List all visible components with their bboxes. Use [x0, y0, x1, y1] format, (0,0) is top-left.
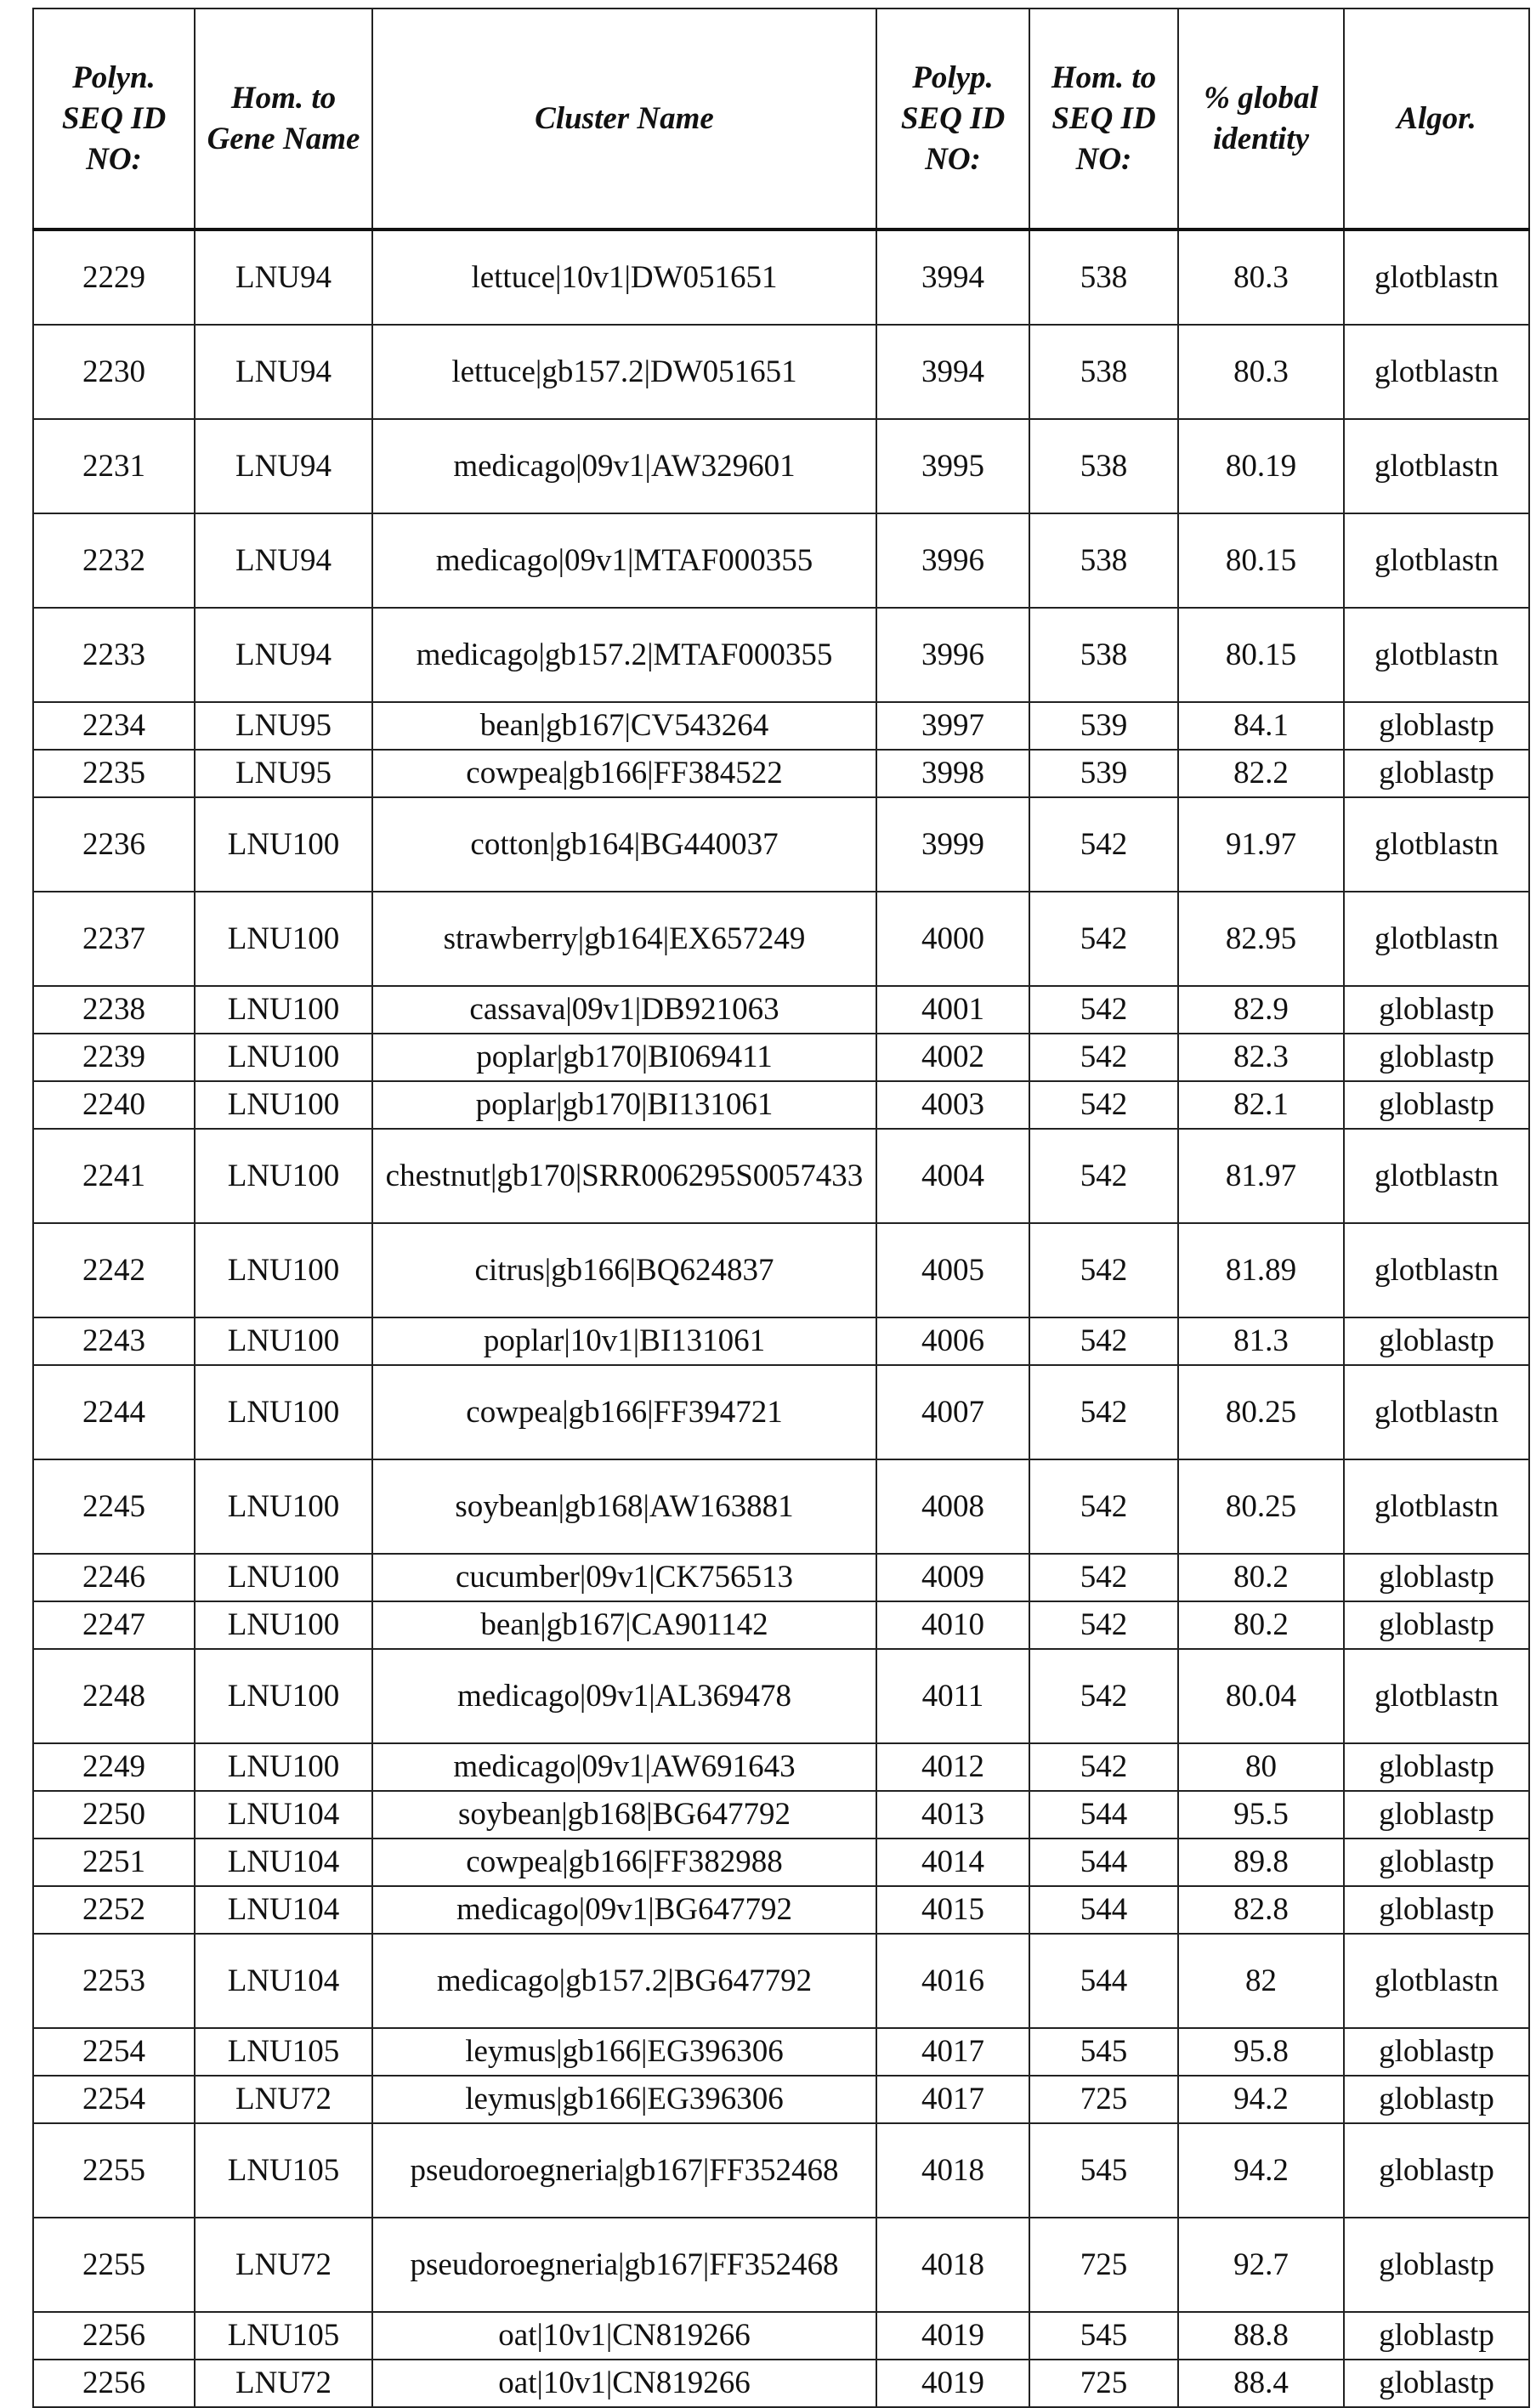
cell-polyp-seq-id: 4002	[876, 1034, 1029, 1081]
table-row	[33, 1743, 1529, 1791]
cell-algorithm: glotblastn	[1344, 1129, 1529, 1223]
table-row	[33, 2218, 1529, 2312]
cell-polyn-seq-id: 2230	[33, 325, 195, 419]
table-row	[33, 892, 1529, 986]
cell-hom-seq-id: 538	[1029, 325, 1178, 419]
header-global-identity: % global identity	[1178, 8, 1344, 229]
cell-polyn-seq-id: 2255	[33, 2123, 195, 2218]
cell-hom-gene-name: LNU100	[195, 1601, 372, 1649]
cell-cluster-name: cotton|gb164|BG440037	[372, 797, 876, 892]
table-row	[33, 513, 1529, 608]
cell-polyn-seq-id: 2249	[33, 1743, 195, 1791]
cell-polyn-seq-id: 2242	[33, 1223, 195, 1317]
cell-algorithm: glotblastn	[1344, 419, 1529, 513]
header-algorithm: Algor.	[1344, 8, 1529, 229]
cell-polyp-seq-id: 4008	[876, 1459, 1029, 1554]
cell-algorithm: globlastp	[1344, 1886, 1529, 1934]
cell-global-identity: 81.3	[1178, 1317, 1344, 1365]
table-row	[33, 702, 1529, 750]
cell-algorithm: globlastp	[1344, 2218, 1529, 2312]
cell-polyn-seq-id: 2256	[33, 2312, 195, 2360]
cell-polyn-seq-id: 2232	[33, 513, 195, 608]
cell-algorithm: globlastp	[1344, 702, 1529, 750]
cell-hom-seq-id: 545	[1029, 2312, 1178, 2360]
table-row	[33, 1129, 1529, 1223]
cell-hom-gene-name: LNU105	[195, 2312, 372, 2360]
cell-algorithm: glotblastn	[1344, 1934, 1529, 2028]
cell-cluster-name: medicago|09v1|AL369478	[372, 1649, 876, 1743]
table-row	[33, 1934, 1529, 2028]
table-header	[33, 8, 1529, 229]
cell-cluster-name: medicago|09v1|MTAF000355	[372, 513, 876, 608]
table-row	[33, 2028, 1529, 2076]
header-polyn-seq-id: Polyn. SEQ ID NO:	[33, 8, 195, 229]
cell-cluster-name: bean|gb167|CV543264	[372, 702, 876, 750]
cell-polyp-seq-id: 4013	[876, 1791, 1029, 1839]
cell-cluster-name: poplar|10v1|BI131061	[372, 1317, 876, 1365]
table-row	[33, 1317, 1529, 1365]
cell-polyp-seq-id: 4018	[876, 2218, 1029, 2312]
cell-cluster-name: cucumber|09v1|CK756513	[372, 1554, 876, 1601]
cell-polyn-seq-id: 2229	[33, 229, 195, 325]
cell-polyp-seq-id: 4000	[876, 892, 1029, 986]
table-row	[33, 1791, 1529, 1839]
cell-global-identity: 82	[1178, 1934, 1344, 2028]
table-row	[33, 1459, 1529, 1554]
cell-cluster-name: medicago|gb157.2|MTAF000355	[372, 608, 876, 702]
cell-algorithm: globlastp	[1344, 2360, 1529, 2407]
cell-hom-gene-name: LNU94	[195, 608, 372, 702]
header-row	[33, 8, 1529, 229]
cell-polyn-seq-id: 2246	[33, 1554, 195, 1601]
table-row	[33, 1649, 1529, 1743]
cell-polyn-seq-id: 2231	[33, 419, 195, 513]
cell-algorithm: globlastp	[1344, 750, 1529, 797]
cell-hom-seq-id: 725	[1029, 2076, 1178, 2123]
cell-algorithm: glotblastn	[1344, 892, 1529, 986]
cell-polyp-seq-id: 4007	[876, 1365, 1029, 1459]
cell-global-identity: 80	[1178, 1743, 1344, 1791]
cell-algorithm: glotblastn	[1344, 1459, 1529, 1554]
cell-hom-seq-id: 538	[1029, 513, 1178, 608]
cell-polyn-seq-id: 2238	[33, 986, 195, 1034]
cell-polyp-seq-id: 4015	[876, 1886, 1029, 1934]
cell-global-identity: 80.3	[1178, 325, 1344, 419]
cell-global-identity: 95.8	[1178, 2028, 1344, 2076]
table-row	[33, 2076, 1529, 2123]
cell-polyp-seq-id: 4001	[876, 986, 1029, 1034]
cell-algorithm: globlastp	[1344, 1791, 1529, 1839]
cell-polyp-seq-id: 4012	[876, 1743, 1029, 1791]
cell-algorithm: globlastp	[1344, 2312, 1529, 2360]
cell-cluster-name: medicago|gb157.2|BG647792	[372, 1934, 876, 2028]
cell-hom-gene-name: LNU105	[195, 2123, 372, 2218]
cell-hom-gene-name: LNU72	[195, 2218, 372, 2312]
cell-cluster-name: strawberry|gb164|EX657249	[372, 892, 876, 986]
cell-hom-gene-name: LNU104	[195, 1791, 372, 1839]
cell-cluster-name: cowpea|gb166|FF384522	[372, 750, 876, 797]
cell-polyn-seq-id: 2253	[33, 1934, 195, 2028]
table-row	[33, 2360, 1529, 2407]
cell-hom-seq-id: 542	[1029, 1554, 1178, 1601]
cell-hom-gene-name: LNU94	[195, 513, 372, 608]
cell-algorithm: glotblastn	[1344, 1223, 1529, 1317]
cell-hom-seq-id: 545	[1029, 2123, 1178, 2218]
cell-polyn-seq-id: 2252	[33, 1886, 195, 1934]
cell-polyp-seq-id: 4004	[876, 1129, 1029, 1223]
header-polyp-seq-id: Polyp. SEQ ID NO:	[876, 8, 1029, 229]
cell-algorithm: glotblastn	[1344, 513, 1529, 608]
cell-polyp-seq-id: 4006	[876, 1317, 1029, 1365]
cell-hom-gene-name: LNU100	[195, 797, 372, 892]
table-row	[33, 1081, 1529, 1129]
cell-global-identity: 80.25	[1178, 1365, 1344, 1459]
cell-global-identity: 80.2	[1178, 1554, 1344, 1601]
cell-hom-gene-name: LNU100	[195, 1034, 372, 1081]
cell-polyp-seq-id: 4019	[876, 2360, 1029, 2407]
cell-polyp-seq-id: 4014	[876, 1839, 1029, 1886]
cell-polyn-seq-id: 2245	[33, 1459, 195, 1554]
cell-polyn-seq-id: 2237	[33, 892, 195, 986]
cell-algorithm: globlastp	[1344, 1743, 1529, 1791]
table-row	[33, 750, 1529, 797]
cell-hom-gene-name: LNU100	[195, 1649, 372, 1743]
cell-hom-seq-id: 542	[1029, 1317, 1178, 1365]
cell-polyn-seq-id: 2244	[33, 1365, 195, 1459]
cell-polyp-seq-id: 4011	[876, 1649, 1029, 1743]
cell-cluster-name: medicago|09v1|BG647792	[372, 1886, 876, 1934]
cell-hom-seq-id: 542	[1029, 1365, 1178, 1459]
cell-algorithm: globlastp	[1344, 2076, 1529, 2123]
cell-algorithm: globlastp	[1344, 1034, 1529, 1081]
cell-hom-gene-name: LNU94	[195, 325, 372, 419]
cell-cluster-name: citrus|gb166|BQ624837	[372, 1223, 876, 1317]
cell-global-identity: 84.1	[1178, 702, 1344, 750]
table-row	[33, 1886, 1529, 1934]
cell-hom-gene-name: LNU72	[195, 2360, 372, 2407]
cell-cluster-name: poplar|gb170|BI131061	[372, 1081, 876, 1129]
cell-algorithm: glotblastn	[1344, 1649, 1529, 1743]
cell-algorithm: globlastp	[1344, 2028, 1529, 2076]
cell-algorithm: glotblastn	[1344, 1365, 1529, 1459]
table-row	[33, 797, 1529, 892]
cell-polyp-seq-id: 3995	[876, 419, 1029, 513]
table-row	[33, 986, 1529, 1034]
cell-hom-seq-id: 538	[1029, 419, 1178, 513]
cell-global-identity: 88.4	[1178, 2360, 1344, 2407]
cell-cluster-name: lettuce|10v1|DW051651	[372, 229, 876, 325]
cell-global-identity: 95.5	[1178, 1791, 1344, 1839]
table-row	[33, 1554, 1529, 1601]
cell-polyn-seq-id: 2240	[33, 1081, 195, 1129]
cell-hom-gene-name: LNU100	[195, 1081, 372, 1129]
cell-hom-gene-name: LNU104	[195, 1839, 372, 1886]
cell-polyn-seq-id: 2236	[33, 797, 195, 892]
cell-cluster-name: cowpea|gb166|FF382988	[372, 1839, 876, 1886]
cell-hom-seq-id: 725	[1029, 2218, 1178, 2312]
cell-hom-seq-id: 544	[1029, 1791, 1178, 1839]
cell-polyn-seq-id: 2239	[33, 1034, 195, 1081]
cell-polyp-seq-id: 4019	[876, 2312, 1029, 2360]
cell-polyp-seq-id: 4018	[876, 2123, 1029, 2218]
cell-global-identity: 80.3	[1178, 229, 1344, 325]
cell-hom-seq-id: 544	[1029, 1886, 1178, 1934]
cell-algorithm: globlastp	[1344, 1554, 1529, 1601]
cell-global-identity: 82.3	[1178, 1034, 1344, 1081]
cell-global-identity: 94.2	[1178, 2123, 1344, 2218]
table-row	[33, 2123, 1529, 2218]
cell-cluster-name: bean|gb167|CA901142	[372, 1601, 876, 1649]
table-row	[33, 1365, 1529, 1459]
cell-global-identity: 89.8	[1178, 1839, 1344, 1886]
cell-cluster-name: soybean|gb168|BG647792	[372, 1791, 876, 1839]
header-hom-seq-id: Hom. to SEQ ID NO:	[1029, 8, 1178, 229]
cell-hom-gene-name: LNU100	[195, 1129, 372, 1223]
cell-hom-seq-id: 539	[1029, 750, 1178, 797]
cell-polyn-seq-id: 2243	[33, 1317, 195, 1365]
cell-cluster-name: leymus|gb166|EG396306	[372, 2028, 876, 2076]
cell-polyn-seq-id: 2256	[33, 2360, 195, 2407]
cell-polyp-seq-id: 3998	[876, 750, 1029, 797]
cell-global-identity: 82.1	[1178, 1081, 1344, 1129]
cell-polyn-seq-id: 2255	[33, 2218, 195, 2312]
table-row	[33, 1034, 1529, 1081]
cell-hom-gene-name: LNU72	[195, 2076, 372, 2123]
cell-cluster-name: cowpea|gb166|FF394721	[372, 1365, 876, 1459]
cell-hom-gene-name: LNU100	[195, 1365, 372, 1459]
table-row	[33, 608, 1529, 702]
cell-global-identity: 88.8	[1178, 2312, 1344, 2360]
cell-polyp-seq-id: 4017	[876, 2076, 1029, 2123]
cell-hom-gene-name: LNU100	[195, 1317, 372, 1365]
cell-algorithm: globlastp	[1344, 1839, 1529, 1886]
cell-hom-seq-id: 542	[1029, 892, 1178, 986]
cell-hom-gene-name: LNU95	[195, 750, 372, 797]
header-cluster-name: Cluster Name	[372, 8, 876, 229]
cell-global-identity: 80.19	[1178, 419, 1344, 513]
cell-algorithm: glotblastn	[1344, 608, 1529, 702]
cell-hom-seq-id: 542	[1029, 1034, 1178, 1081]
cell-hom-seq-id: 542	[1029, 1459, 1178, 1554]
cell-global-identity: 80.25	[1178, 1459, 1344, 1554]
cell-hom-gene-name: LNU100	[195, 892, 372, 986]
cell-global-identity: 94.2	[1178, 2076, 1344, 2123]
cell-global-identity: 92.7	[1178, 2218, 1344, 2312]
cell-hom-gene-name: LNU100	[195, 986, 372, 1034]
cell-hom-gene-name: LNU105	[195, 2028, 372, 2076]
cell-hom-seq-id: 544	[1029, 1934, 1178, 2028]
cell-hom-seq-id: 542	[1029, 1649, 1178, 1743]
cell-cluster-name: cassava|09v1|DB921063	[372, 986, 876, 1034]
cell-polyp-seq-id: 4017	[876, 2028, 1029, 2076]
cell-hom-seq-id: 542	[1029, 986, 1178, 1034]
cell-global-identity: 80.15	[1178, 608, 1344, 702]
cell-cluster-name: lettuce|gb157.2|DW051651	[372, 325, 876, 419]
cell-hom-gene-name: LNU100	[195, 1554, 372, 1601]
table-row	[33, 419, 1529, 513]
table-row	[33, 325, 1529, 419]
cell-global-identity: 80.04	[1178, 1649, 1344, 1743]
cell-cluster-name: chestnut|gb170|SRR006295S0057433	[372, 1129, 876, 1223]
cell-algorithm: glotblastn	[1344, 797, 1529, 892]
cell-polyp-seq-id: 4016	[876, 1934, 1029, 2028]
table-body	[33, 229, 1529, 2407]
cell-polyp-seq-id: 4009	[876, 1554, 1029, 1601]
cell-hom-seq-id: 544	[1029, 1839, 1178, 1886]
cell-global-identity: 80.15	[1178, 513, 1344, 608]
cell-cluster-name: pseudoroegneria|gb167|FF352468	[372, 2123, 876, 2218]
cell-polyp-seq-id: 3996	[876, 608, 1029, 702]
cell-algorithm: globlastp	[1344, 1317, 1529, 1365]
cell-hom-gene-name: LNU100	[195, 1459, 372, 1554]
cell-polyp-seq-id: 3996	[876, 513, 1029, 608]
cell-polyp-seq-id: 3994	[876, 229, 1029, 325]
cell-hom-gene-name: LNU94	[195, 229, 372, 325]
cell-cluster-name: pseudoroegneria|gb167|FF352468	[372, 2218, 876, 2312]
cell-cluster-name: medicago|09v1|AW329601	[372, 419, 876, 513]
table-row	[33, 2312, 1529, 2360]
cell-polyn-seq-id: 2241	[33, 1129, 195, 1223]
header-hom-gene-name: Hom. to Gene Name	[195, 8, 372, 229]
cell-polyn-seq-id: 2233	[33, 608, 195, 702]
cell-polyn-seq-id: 2251	[33, 1839, 195, 1886]
cell-cluster-name: leymus|gb166|EG396306	[372, 2076, 876, 2123]
cell-hom-seq-id: 542	[1029, 1743, 1178, 1791]
cell-hom-seq-id: 539	[1029, 702, 1178, 750]
cell-polyn-seq-id: 2254	[33, 2028, 195, 2076]
cell-global-identity: 91.97	[1178, 797, 1344, 892]
cell-polyp-seq-id: 4003	[876, 1081, 1029, 1129]
cell-polyp-seq-id: 4005	[876, 1223, 1029, 1317]
cell-global-identity: 82.2	[1178, 750, 1344, 797]
cell-polyp-seq-id: 3994	[876, 325, 1029, 419]
homolog-table	[32, 8, 1530, 2408]
cell-hom-seq-id: 538	[1029, 229, 1178, 325]
cell-hom-seq-id: 545	[1029, 2028, 1178, 2076]
cell-hom-seq-id: 542	[1029, 1081, 1178, 1129]
cell-global-identity: 82.95	[1178, 892, 1344, 986]
cell-algorithm: globlastp	[1344, 1081, 1529, 1129]
table-row	[33, 1223, 1529, 1317]
cell-global-identity: 82.8	[1178, 1886, 1344, 1934]
cell-cluster-name: oat|10v1|CN819266	[372, 2312, 876, 2360]
cell-polyn-seq-id: 2235	[33, 750, 195, 797]
cell-polyn-seq-id: 2247	[33, 1601, 195, 1649]
cell-hom-gene-name: LNU104	[195, 1886, 372, 1934]
cell-cluster-name: medicago|09v1|AW691643	[372, 1743, 876, 1791]
cell-hom-seq-id: 542	[1029, 1129, 1178, 1223]
cell-polyn-seq-id: 2248	[33, 1649, 195, 1743]
cell-algorithm: globlastp	[1344, 2123, 1529, 2218]
cell-cluster-name: oat|10v1|CN819266	[372, 2360, 876, 2407]
cell-global-identity: 82.9	[1178, 986, 1344, 1034]
cell-algorithm: globlastp	[1344, 1601, 1529, 1649]
cell-polyp-seq-id: 3999	[876, 797, 1029, 892]
cell-hom-seq-id: 542	[1029, 1601, 1178, 1649]
cell-polyp-seq-id: 4010	[876, 1601, 1029, 1649]
cell-global-identity: 81.97	[1178, 1129, 1344, 1223]
table-row	[33, 1839, 1529, 1886]
cell-hom-gene-name: LNU94	[195, 419, 372, 513]
cell-cluster-name: soybean|gb168|AW163881	[372, 1459, 876, 1554]
cell-hom-gene-name: LNU100	[195, 1223, 372, 1317]
cell-cluster-name: poplar|gb170|BI069411	[372, 1034, 876, 1081]
cell-global-identity: 81.89	[1178, 1223, 1344, 1317]
cell-hom-gene-name: LNU100	[195, 1743, 372, 1791]
cell-polyn-seq-id: 2254	[33, 2076, 195, 2123]
cell-global-identity: 80.2	[1178, 1601, 1344, 1649]
table-row	[33, 229, 1529, 325]
cell-polyn-seq-id: 2234	[33, 702, 195, 750]
cell-algorithm: globlastp	[1344, 986, 1529, 1034]
cell-polyn-seq-id: 2250	[33, 1791, 195, 1839]
cell-hom-gene-name: LNU104	[195, 1934, 372, 2028]
cell-polyp-seq-id: 3997	[876, 702, 1029, 750]
cell-hom-seq-id: 542	[1029, 1223, 1178, 1317]
cell-algorithm: glotblastn	[1344, 325, 1529, 419]
table-row	[33, 1601, 1529, 1649]
cell-hom-seq-id: 725	[1029, 2360, 1178, 2407]
cell-hom-gene-name: LNU95	[195, 702, 372, 750]
cell-hom-seq-id: 538	[1029, 608, 1178, 702]
cell-algorithm: glotblastn	[1344, 229, 1529, 325]
cell-hom-seq-id: 542	[1029, 797, 1178, 892]
